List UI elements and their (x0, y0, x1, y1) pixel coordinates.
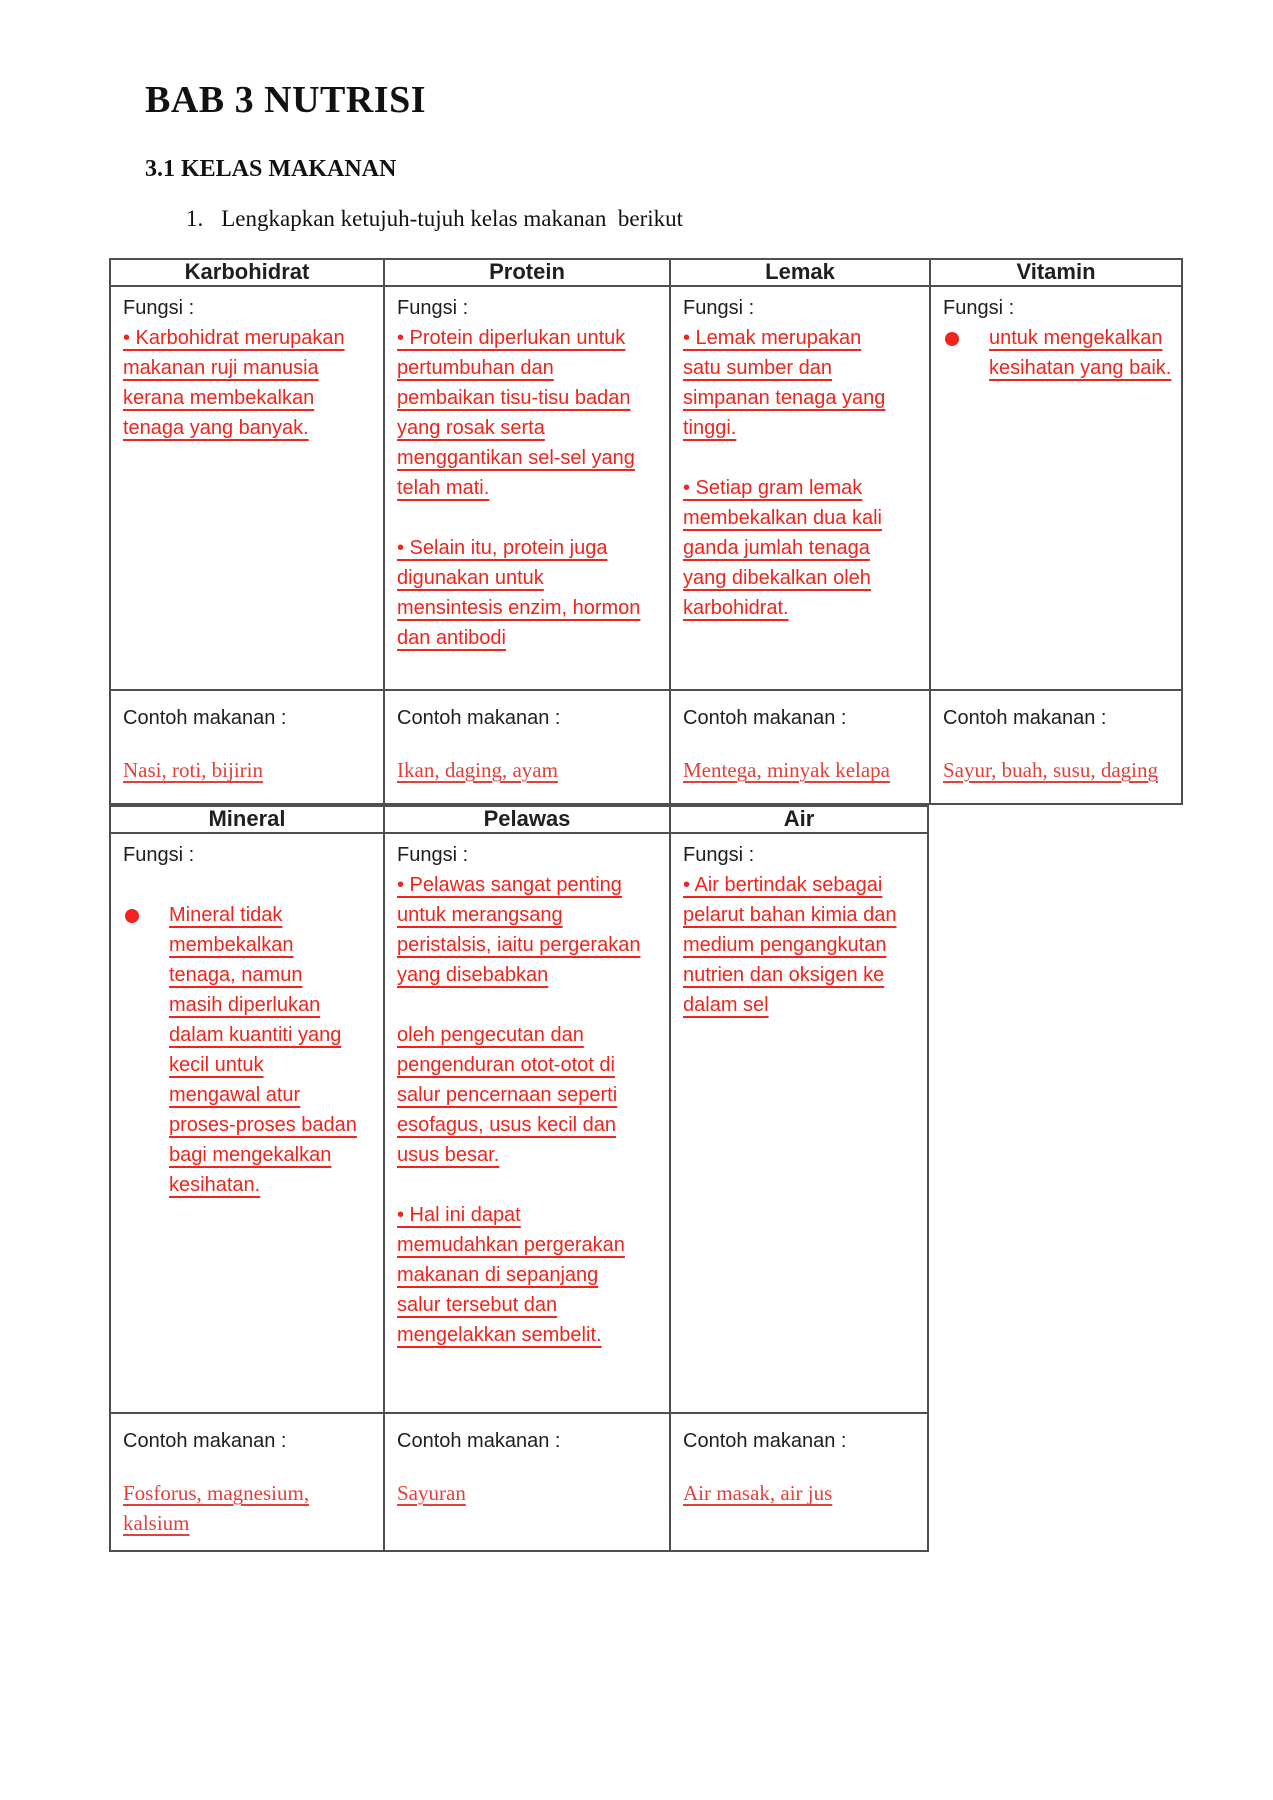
fungsi-line: usus besar. (397, 1144, 500, 1166)
fungsi-line: bagi mengekalkan (169, 1144, 332, 1166)
contoh-examples (683, 1478, 919, 1508)
instruction-text: Lengkapkan ketujuh-tujuh kelas makanan berikut (221, 206, 684, 231)
fungsi-line: proses-proses badan (169, 1114, 357, 1136)
fungsi-line: medium pengangkutan (683, 934, 887, 956)
fungsi-line: peristalsis, iaitu pergerakan (397, 934, 641, 956)
fungsi-line: dan antibodi (397, 627, 506, 649)
fungsi-line: memudahkan pergerakan (397, 1234, 625, 1256)
fungsi-label: Fungsi : (397, 844, 469, 866)
fungsi-line: tenaga yang banyak. (123, 417, 309, 439)
fungsi-line: esofagus, usus kecil dan (397, 1114, 617, 1136)
fungsi-paragraph (397, 870, 661, 990)
fungsi-line: pelarut bahan kimia dan (683, 904, 897, 926)
contoh-label: Contoh makanan : (123, 1430, 287, 1452)
fungsi-label: Fungsi : (397, 297, 469, 319)
fungsi-line: yang rosak serta (397, 417, 545, 439)
fungsi-line: menggantikan sel-sel yang (397, 447, 635, 469)
contoh-label: Contoh makanan : (943, 707, 1107, 729)
fungsi-cell-karbohidrat (111, 287, 385, 691)
contoh-example-line: Ikan, daging, ayam (397, 758, 558, 782)
fungsi-line: ganda jumlah tenaga (683, 537, 870, 559)
bullet-icon (125, 909, 139, 923)
fungsi-line: • Selain itu, protein juga (397, 537, 608, 559)
fungsi-cell-mineral (111, 834, 385, 1414)
fungsi-line: tenaga, namun (169, 964, 303, 986)
fungsi-label: Fungsi : (683, 297, 755, 319)
fungsi-line: • Protein diperlukan untuk (397, 327, 626, 349)
contoh-cell-protein (385, 691, 671, 803)
fungsi-line: simpanan tenaga yang (683, 387, 886, 409)
fungsi-line: makanan ruji manusia (123, 357, 319, 379)
contoh-example-line: Sayuran (397, 1481, 466, 1505)
fungsi-cell-pelawas (385, 834, 671, 1414)
contoh-cell-pelawas (385, 1414, 671, 1550)
fungsi-line: makanan di sepanjang (397, 1264, 599, 1286)
contoh-examples (397, 1478, 661, 1508)
fungsi-line: oleh pengecutan dan (397, 1024, 584, 1046)
page-title: BAB 3 NUTRISI (145, 79, 427, 121)
fungsi-line: yang disebabkan (397, 964, 549, 986)
contoh-example-line: kalsium (123, 1511, 190, 1535)
contoh-cell-air (671, 1414, 927, 1550)
contoh-examples (397, 755, 661, 785)
fungsi-line: mensintesis enzim, hormon (397, 597, 641, 619)
fungsi-line: untuk merangsang (397, 904, 563, 926)
fungsi-line: • Lemak merupakan (683, 327, 862, 349)
fungsi-line: mengawal atur (169, 1084, 301, 1106)
fungsi-line: kesihatan. (169, 1174, 261, 1196)
fungsi-line: • Setiap gram lemak (683, 477, 863, 499)
fungsi-line: • Pelawas sangat penting (397, 874, 622, 896)
fungsi-line: kecil untuk (169, 1054, 264, 1076)
fungsi-paragraph (397, 1020, 661, 1170)
contoh-cell-mineral (111, 1414, 385, 1550)
fungsi-line: salur pencernaan seperti (397, 1084, 618, 1106)
column-header-mineral: Mineral (111, 807, 385, 834)
instruction-number: 1. (186, 206, 204, 231)
contoh-examples (123, 1478, 375, 1538)
fungsi-line: • Air bertindak sebagai (683, 874, 883, 896)
fungsi-paragraph (683, 473, 921, 623)
fungsi-line: • Karbohidrat merupakan (123, 327, 345, 349)
column-header-vitamin: Vitamin (931, 260, 1181, 287)
column-header-air: Air (671, 807, 927, 834)
contoh-example-line: Nasi, roti, bijirin (123, 758, 263, 782)
food-class-table-section-1 (109, 258, 1183, 805)
bullet-icon (945, 332, 959, 346)
fungsi-label: Fungsi : (943, 297, 1015, 319)
fungsi-line: pengenduran otot-otot di (397, 1054, 615, 1076)
contoh-label: Contoh makanan : (683, 1430, 847, 1452)
fungsi-line: dalam kuantiti yang (169, 1024, 342, 1046)
fungsi-label: Fungsi : (123, 297, 195, 319)
contoh-example-line: Fosforus, magnesium, (123, 1481, 310, 1505)
contoh-example-line: Air masak, air jus (683, 1481, 833, 1505)
fungsi-line: salur tersebut dan (397, 1294, 558, 1316)
contoh-label: Contoh makanan : (123, 707, 287, 729)
contoh-cell-karbohidrat (111, 691, 385, 803)
contoh-label: Contoh makanan : (397, 707, 561, 729)
fungsi-cell-air (671, 834, 927, 1414)
contoh-cell-lemak (671, 691, 931, 803)
fungsi-line: yang dibekalkan oleh (683, 567, 871, 589)
fungsi-line: untuk mengekalkan (989, 327, 1163, 349)
instruction-item (186, 206, 683, 232)
fungsi-line: satu sumber dan (683, 357, 832, 379)
column-header-karbohidrat: Karbohidrat (111, 260, 385, 287)
fungsi-line: membekalkan dua kali (683, 507, 882, 529)
contoh-examples (683, 755, 921, 785)
fungsi-paragraph (397, 323, 661, 503)
fungsi-paragraph (397, 1200, 661, 1350)
fungsi-line: masih diperlukan (169, 994, 321, 1016)
fungsi-label: Fungsi : (683, 844, 755, 866)
column-header-lemak: Lemak (671, 260, 931, 287)
fungsi-cell-vitamin (931, 287, 1181, 691)
fungsi-line: digunakan untuk (397, 567, 544, 589)
section-heading: 3.1 KELAS MAKANAN (145, 156, 397, 182)
contoh-examples (943, 755, 1173, 785)
fungsi-label: Fungsi : (123, 844, 195, 866)
fungsi-line: pembaikan tisu-tisu badan (397, 387, 631, 409)
fungsi-line: telah mati. (397, 477, 490, 499)
contoh-label: Contoh makanan : (397, 1430, 561, 1452)
contoh-example-line: Mentega, minyak kelapa (683, 758, 891, 782)
fungsi-line: kesihatan yang baik. (989, 357, 1172, 379)
fungsi-line: nutrien dan oksigen ke (683, 964, 885, 986)
column-header-pelawas: Pelawas (385, 807, 671, 834)
column-header-protein: Protein (385, 260, 671, 287)
contoh-example-line: Sayur, buah, susu, daging (943, 758, 1158, 782)
fungsi-line: tinggi. (683, 417, 737, 439)
fungsi-paragraph (683, 870, 919, 1020)
fungsi-line: dalam sel (683, 994, 769, 1016)
contoh-cell-vitamin (931, 691, 1181, 803)
fungsi-paragraph (123, 323, 375, 443)
fungsi-line: mengelakkan sembelit. (397, 1324, 602, 1346)
fungsi-line: membekalkan (169, 934, 294, 956)
fungsi-paragraph (397, 533, 661, 653)
contoh-label: Contoh makanan : (683, 707, 847, 729)
fungsi-cell-protein (385, 287, 671, 691)
fungsi-cell-lemak (671, 287, 931, 691)
fungsi-line: • Hal ini dapat (397, 1204, 521, 1226)
fungsi-line: Mineral tidak (169, 904, 283, 926)
fungsi-line: karbohidrat. (683, 597, 789, 619)
fungsi-line: kerana membekalkan (123, 387, 315, 409)
fungsi-line: pertumbuhan dan (397, 357, 554, 379)
food-class-table-section-2 (109, 805, 929, 1552)
contoh-examples (123, 755, 375, 785)
fungsi-paragraph (683, 323, 921, 443)
fungsi-paragraph (123, 900, 375, 1200)
fungsi-paragraph (943, 323, 1173, 383)
